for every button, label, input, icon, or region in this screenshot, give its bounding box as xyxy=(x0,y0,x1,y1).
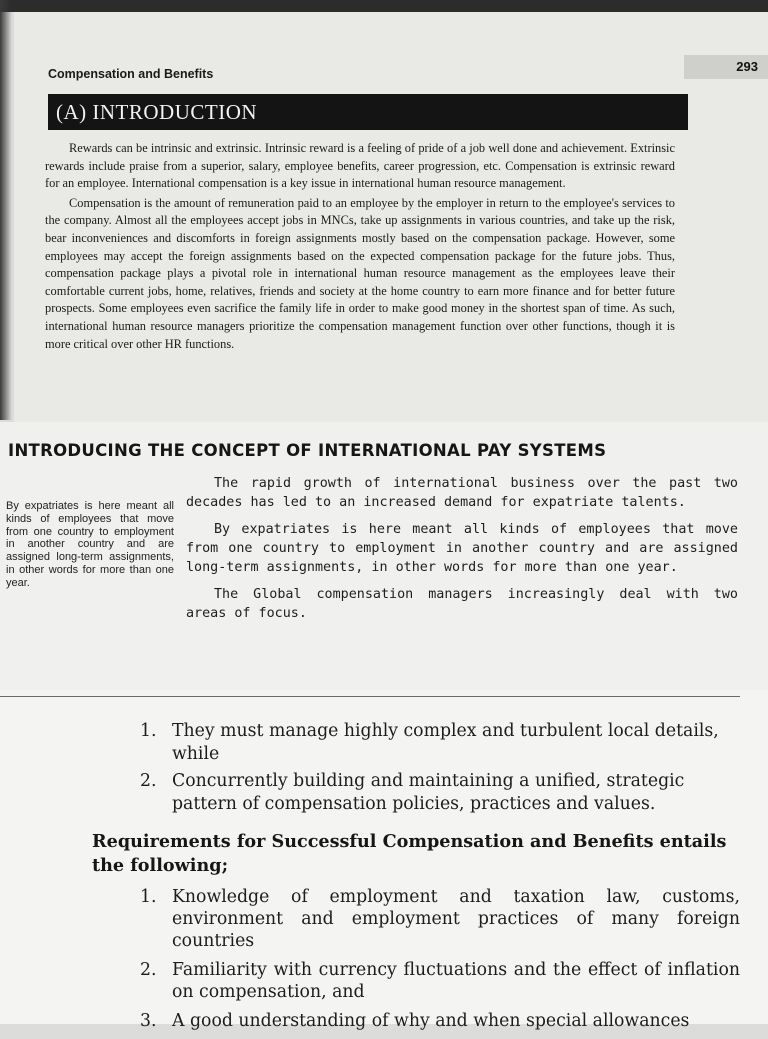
focus-list xyxy=(140,720,740,820)
margin-note: By expatriates is here meant all kinds of employees that move from one country to employment in another country and are assigned long-term assignments, in other words for more than one year. xyxy=(6,500,174,589)
page-number-box xyxy=(684,55,768,79)
book-page-bottom xyxy=(0,690,768,1031)
list-text: A good understanding of why and when special allowances xyxy=(172,1011,690,1031)
section-title-bar xyxy=(48,94,688,130)
book-page-top xyxy=(14,12,768,422)
book-page-middle xyxy=(0,422,768,690)
list-item xyxy=(140,1010,740,1032)
top-edge-shadow xyxy=(0,0,768,12)
list-item xyxy=(140,959,740,1003)
list-number: 3. xyxy=(140,1011,157,1031)
page-number: 293 xyxy=(736,59,758,74)
list-item xyxy=(140,770,740,816)
intro-paragraph: Rewards can be intrinsic and extrinsic. Intrinsic reward is a feeling of pride of a job well done and achievement. Extrinsic rewards include praise from a superior, salary, employee benefits, career progression, etc. Compensation is extrinsic reward for an employee. International compensation is a key issue in international human resource management. xyxy=(45,141,675,191)
list-text: They must manage highly complex and turbulent local details, while xyxy=(172,721,719,764)
concept-paragraph: By expatriates is here meant all kinds of employees that move from one country to employment in another country and are assigned long-term assignments, in other words for more than one year. xyxy=(186,522,738,575)
requirements-heading: Requirements for Successful Compensation and Benefits entails the following; xyxy=(92,831,727,876)
list-number: 1. xyxy=(140,887,157,907)
divider-line xyxy=(0,696,740,697)
intro-text xyxy=(45,140,675,355)
running-head: Compensation and Benefits xyxy=(48,67,214,81)
list-number: 2. xyxy=(140,771,157,791)
section-title: (A) INTRODUCTION xyxy=(56,100,258,124)
concept-paragraph: The rapid growth of international business over the past two decades has led to an increased demand for expatriate talents. xyxy=(186,476,738,510)
list-text: Knowledge of employment and taxation law, customs, environment and employment practices of many foreign countries xyxy=(172,887,740,951)
list-number: 1. xyxy=(140,721,157,741)
list-item xyxy=(140,720,740,766)
list-text: Familiarity with currency fluctuations and the effect of inflation on compensation, and xyxy=(172,960,740,1002)
concept-heading: INTRODUCING THE CONCEPT OF INTERNATIONAL PAY SYSTEMS xyxy=(8,441,607,460)
concept-paragraph: The Global compensation managers increasingly deal with two areas of focus. xyxy=(186,587,738,621)
list-number: 2. xyxy=(140,960,157,980)
list-text: Concurrently building and maintaining a unified, strategic pattern of compensation policies, practices and values. xyxy=(172,771,685,814)
concept-body xyxy=(186,474,738,631)
requirements-list xyxy=(140,886,740,1039)
page-edge-shadow xyxy=(0,0,12,420)
intro-paragraph: Compensation is the amount of remuneration paid to an employee by the employer in return to the employee's services to the company. Almost all the employees accept jobs in MNCs, take up assignments in various countries, and take up the risk, bear inconveniences and discomforts in foreign assignments mostly based on the compensation package. However, some employees may accept the foreign assignments based on the expected compensation package for the future jobs. Thus, compensation package plays a pivotal role in international human resource management as the employees leave their comfortable current jobs, home, relatives, friends and society at the home country to earn more finance and for better future prospects. Some employees even sacrifice the family life in order to make good money in the shortest span of time. As such, international human resource managers prioritize the compensation management function over other functions, though it is more critical over other HR functions. xyxy=(45,195,675,351)
list-item xyxy=(140,886,740,952)
